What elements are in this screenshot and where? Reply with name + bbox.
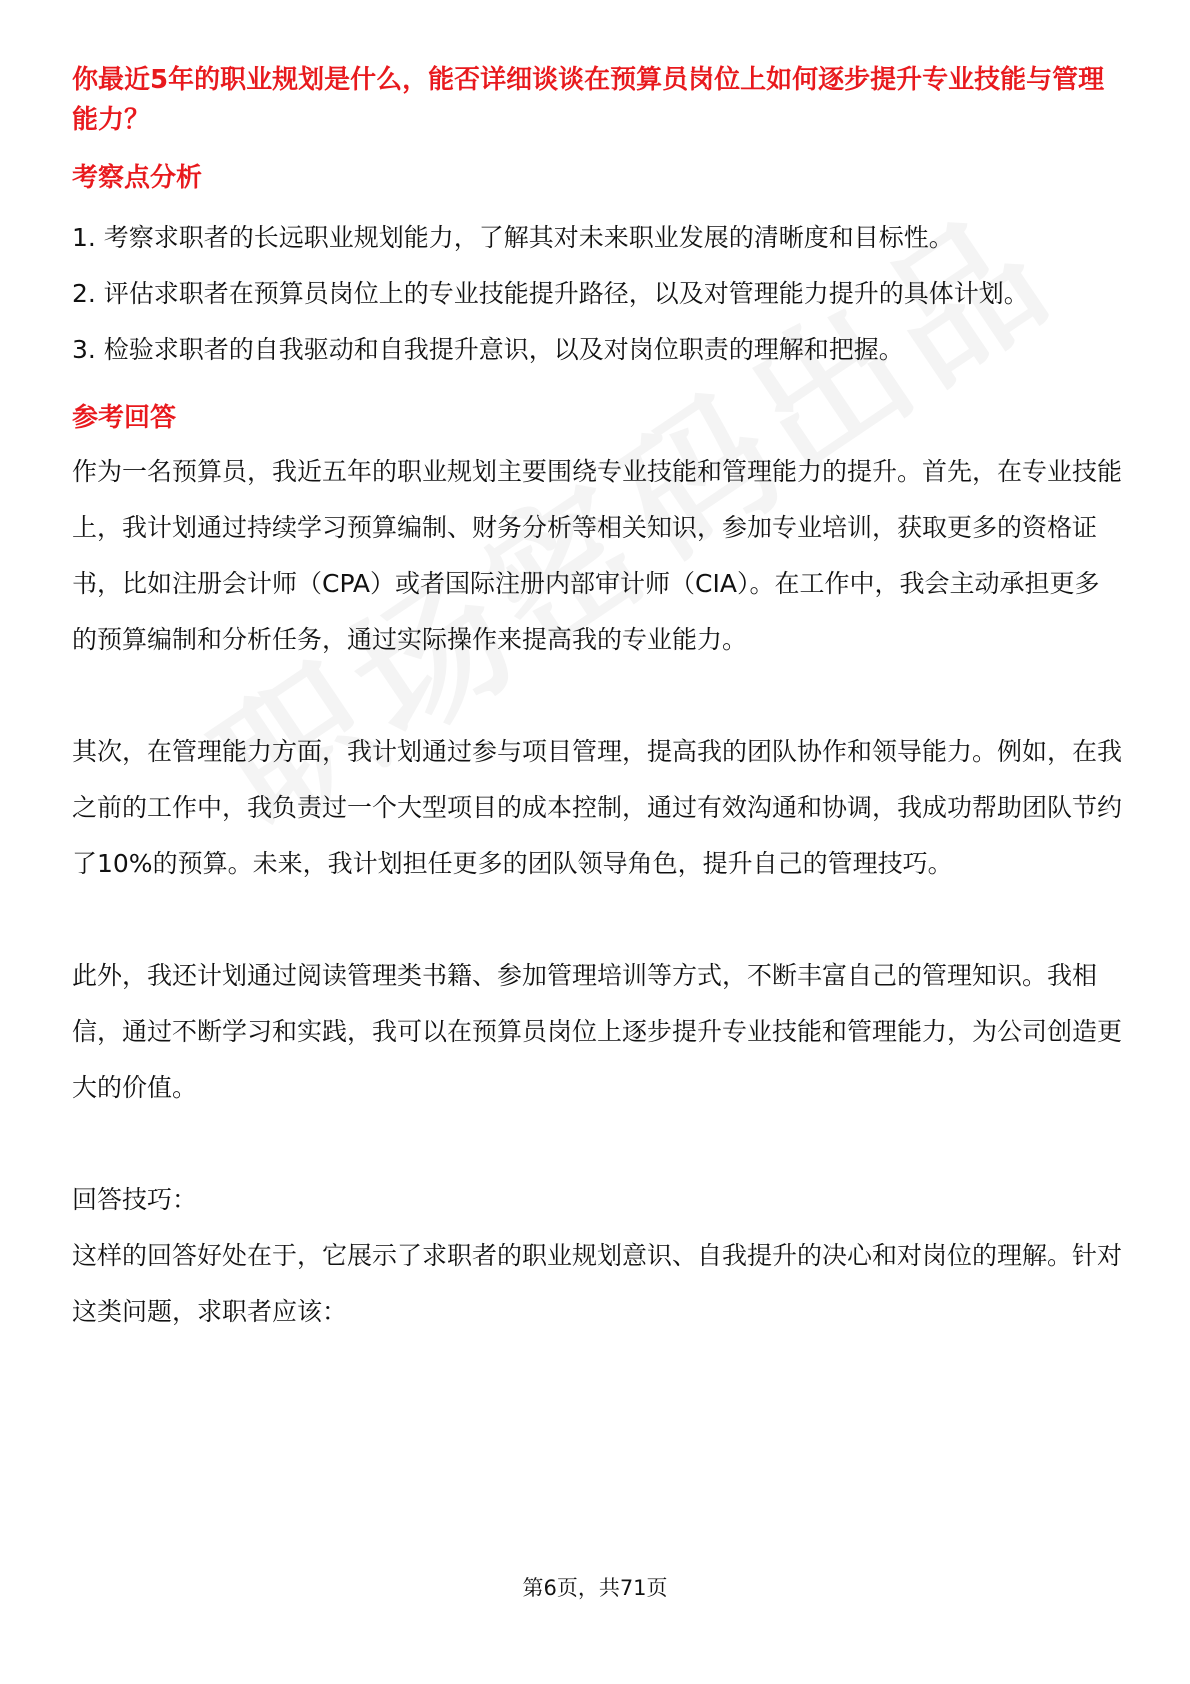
analysis-item: 3. 检验求职者的自我驱动和自我提升意识，以及对岗位职责的理解和把握。 xyxy=(72,335,904,364)
tips-text: 这样的回答好处在于，它展示了求职者的职业规划意识、自我提升的决心和对岗位的理解。针对这类问题，求职者应该： xyxy=(72,1241,1123,1326)
answer-paragraph: 此外，我还计划通过阅读管理类书籍、参加管理培训等方式，不断丰富自己的管理知识。我相信，通过不断学习和实践，我可以在预算员岗位上逐步提升专业技能和管理能力，为公司创造更大的价值。 xyxy=(72,961,1123,1102)
answer-title: 参考回答 xyxy=(72,403,177,433)
analysis-list xyxy=(72,210,1122,378)
page-number: 第6页，共71页 xyxy=(522,1576,668,1600)
document-body xyxy=(72,60,1122,1340)
answer-paragraph: 其次，在管理能力方面，我计划通过参与项目管理，提高我的团队协作和领导能力。例如，在我之前的工作中，我负责过一个大型项目的成本控制，通过有效沟通和协调，我成功帮助团队节约了10%的预算。未来，我计划担任更多的团队领导角色，提升自己的管理技巧。 xyxy=(72,737,1123,878)
analysis-item: 1. 考察求职者的长远职业规划能力，了解其对未来职业发展的清晰度和目标性。 xyxy=(72,223,954,252)
analysis-item: 2. 评估求职者在预算员岗位上的专业技能提升路径，以及对管理能力提升的具体计划。 xyxy=(72,279,1029,308)
analysis-title: 考察点分析 xyxy=(72,163,203,193)
tips-title: 回答技巧： xyxy=(72,1185,198,1214)
question-heading: 你最近5年的职业规划是什么，能否详细谈谈在预算员岗位上如何逐步提升专业技能与管理能力？ xyxy=(72,65,1105,135)
answer-paragraph: 作为一名预算员，我近五年的职业规划主要围绕专业技能和管理能力的提升。首先，在专业技能上，我计划通过持续学习预算编制、财务分析等相关知识，参加专业培训，获取更多的资格证书，比如注册会计师（CPA）或者国际注册内部审计师（CIA）。在工作中，我会主动承担更多的预算编制和分析任务，通过实际操作来提高我的专业能力。 xyxy=(72,457,1123,654)
